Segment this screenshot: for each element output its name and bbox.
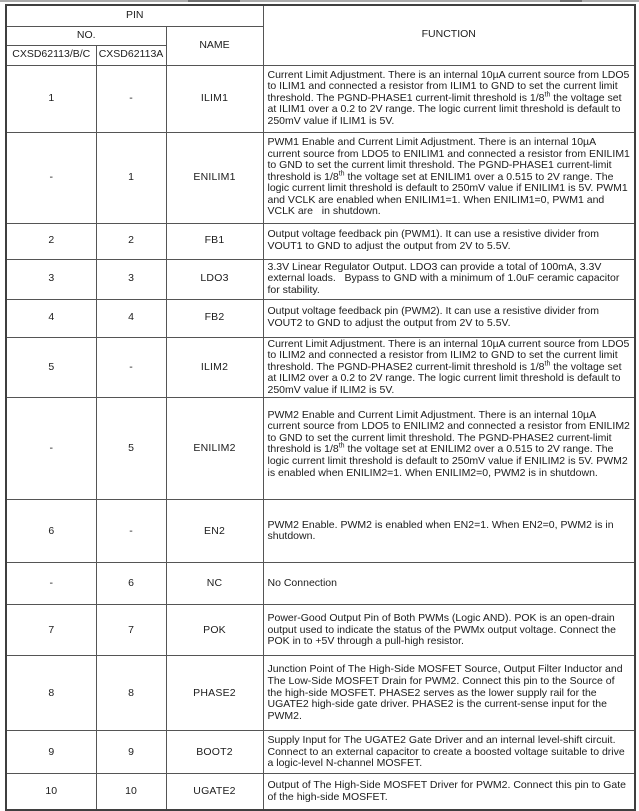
pin-number-cell-cxsd62113bc: - bbox=[6, 132, 96, 223]
pin-function-cell: Power-Good Output Pin of Both PWMs (Logic AND). POK is an open-drain output used to indicate the status of the PWMx output voltage. Connect the POK in to +5V through a pull-high resistor. bbox=[263, 605, 635, 656]
pin-function-cell: Output voltage feedback pin (PWM2). It can use a resistive divider from VOUT2 to GND to adjust the output from 2V to 5.5V. bbox=[263, 299, 635, 337]
pin-function-cell: Current Limit Adjustment. There is an internal 10µA current source from LDO5 to ILIM1 and connected a resistor from ILIM1 to GND to set the current limit threshold. The PGND-PHASE1 current-limit threshold is 1/8th the voltage set at ILIM1 over a 0.2 to 2V range. The logic current limit threshold is default to 250mV value if ILIM1 is 5V. bbox=[263, 65, 635, 132]
table-row bbox=[6, 605, 635, 656]
pin-function-cell: PWM1 Enable and Current Limit Adjustment. There is an internal 10µA current source from LDO5 to ENILIM1 and connected a resistor from ENILIM1 to GND to set the current limit threshold. The PGND-PHASE1 current-limit threshold is 1/8th the voltage set at ENILIM1 over a 0.515 to 2V range. The logic current limit threshold is default to 250mV value if ENILIM1 is 5V. PWM1 and VCLK are enabled when ENILIM1=1. When ENILIM1=0, PWM1 and VCLK are in shutdown. bbox=[263, 132, 635, 223]
pin-number-cell-cxsd62113bc: 3 bbox=[6, 259, 96, 299]
pin-number-cell-cxsd62113bc: 2 bbox=[6, 223, 96, 259]
pin-function-cell: Output of The High-Side MOSFET Driver for PWM2. Connect this pin to Gate of the high-side MOSFET. bbox=[263, 774, 635, 811]
pin-name-cell: ILIM1 bbox=[166, 65, 263, 132]
pin-name-cell: FB2 bbox=[166, 299, 263, 337]
header-cell-part-a: CXSD62113A bbox=[96, 45, 166, 65]
pin-function-cell: Supply Input for The UGATE2 Gate Driver and an internal level-shift circuit. Connect to an external capacitor to create a boosted voltage suitable to drive a logic-level N-channel MOSFET. bbox=[263, 731, 635, 774]
pin-function-cell: No Connection bbox=[263, 563, 635, 605]
pin-name-cell: ENILIM1 bbox=[166, 132, 263, 223]
pin-number-cell-cxsd62113a: 5 bbox=[96, 398, 166, 500]
table-row bbox=[6, 65, 635, 132]
pin-number-cell-cxsd62113a: 9 bbox=[96, 731, 166, 774]
superscript-text: th bbox=[544, 360, 551, 368]
table-row bbox=[6, 132, 635, 223]
superscript-text: th bbox=[338, 442, 345, 450]
pin-number-cell-cxsd62113a: 8 bbox=[96, 656, 166, 731]
pin-name-cell: POK bbox=[166, 605, 263, 656]
pin-function-cell: Junction Point of The High-Side MOSFET Source, Output Filter Inductor and The Low-Side MOSFET Drain for PWM2. Connect this pin to the Source of the high-side MOSFET. PHASE2 serves as the lower supply rail for the UGATE2 high-side gate driver. PHASE2 is the current-sense input for the PWM2. bbox=[263, 656, 635, 731]
pin-name-cell: ILIM2 bbox=[166, 337, 263, 398]
pin-name-cell: EN2 bbox=[166, 500, 263, 563]
header-row-pin bbox=[6, 5, 635, 26]
pin-number-cell-cxsd62113a: - bbox=[96, 337, 166, 398]
pin-number-cell-cxsd62113bc: 10 bbox=[6, 774, 96, 811]
header-cell-pin: PIN bbox=[6, 5, 263, 26]
pin-name-cell: NC bbox=[166, 563, 263, 605]
pin-number-cell-cxsd62113a: 3 bbox=[96, 259, 166, 299]
table-row bbox=[6, 398, 635, 500]
table-row bbox=[6, 259, 635, 299]
pin-number-cell-cxsd62113bc: 7 bbox=[6, 605, 96, 656]
table-row bbox=[6, 563, 635, 605]
table-row bbox=[6, 731, 635, 774]
pin-name-cell: LDO3 bbox=[166, 259, 263, 299]
table-header bbox=[6, 5, 635, 65]
table-row bbox=[6, 337, 635, 398]
superscript-text: th bbox=[338, 170, 345, 178]
pin-name-cell: UGATE2 bbox=[166, 774, 263, 811]
header-cell-no: NO. bbox=[6, 26, 166, 45]
pin-function-cell: Current Limit Adjustment. There is an internal 10µA current source from LDO5 to ILIM2 and connected a resistor from ILIM2 to GND to set the current limit threshold. The PGND-PHASE2 current-limit threshold is 1/8th the voltage set at ILIM2 over a 0.2 to 2V range. The logic current limit threshold is default to 250mV value if ILIM2 is 5V. bbox=[263, 337, 635, 398]
pin-number-cell-cxsd62113a: - bbox=[96, 65, 166, 132]
superscript-text: th bbox=[544, 91, 551, 99]
top-rule-dark-segment bbox=[560, 0, 582, 2]
pin-number-cell-cxsd62113bc: - bbox=[6, 563, 96, 605]
page-top-rule bbox=[0, 0, 639, 2]
pin-table-body bbox=[6, 65, 635, 810]
table-row bbox=[6, 223, 635, 259]
pin-number-cell-cxsd62113bc: 8 bbox=[6, 656, 96, 731]
pin-function-cell: 3.3V Linear Regulator Output. LDO3 can provide a total of 100mA, 3.3V external loads. Bypass to GND with a minimum of 1.0uF ceramic capacitor for stability. bbox=[263, 259, 635, 299]
pin-function-table bbox=[5, 4, 636, 811]
pin-name-cell: FB1 bbox=[166, 223, 263, 259]
pin-function-cell: Output voltage feedback pin (PWM1). It can use a resistive divider from VOUT1 to GND to adjust the output from 2V to 5.5V. bbox=[263, 223, 635, 259]
pin-number-cell-cxsd62113bc: 9 bbox=[6, 731, 96, 774]
pin-number-cell-cxsd62113bc: 4 bbox=[6, 299, 96, 337]
table-row bbox=[6, 500, 635, 563]
pin-name-cell: PHASE2 bbox=[166, 656, 263, 731]
pin-function-cell: PWM2 Enable and Current Limit Adjustment. There is an internal 10µA current source from LDO5 to ENILIM2 and connected a resistor from ENILIM2 to GND to set the current limit threshold. The PGND-PHASE2 current-limit threshold is 1/8th the voltage set at ENILIM2 over a 0.515 to 2V range. The logic current limit threshold is default to 250mV value if ENILIM2 is 5V. PWM2 is enabled when ENILIM2=1. When ENILIM2=0, PWM2 is in shutdown. bbox=[263, 398, 635, 500]
pin-name-cell: ENILIM2 bbox=[166, 398, 263, 500]
header-cell-name: NAME bbox=[166, 26, 263, 65]
pin-function-cell: PWM2 Enable. PWM2 is enabled when EN2=1. When EN2=0, PWM2 is in shutdown. bbox=[263, 500, 635, 563]
pin-number-cell-cxsd62113a: 7 bbox=[96, 605, 166, 656]
table-row bbox=[6, 299, 635, 337]
pin-number-cell-cxsd62113a: 4 bbox=[96, 299, 166, 337]
pin-number-cell-cxsd62113bc: 5 bbox=[6, 337, 96, 398]
table-row bbox=[6, 774, 635, 811]
header-cell-function: FUNCTION bbox=[263, 5, 635, 65]
header-cell-part-bc: CXSD62113/B/C bbox=[6, 45, 96, 65]
pin-number-cell-cxsd62113bc: 1 bbox=[6, 65, 96, 132]
pin-name-cell: BOOT2 bbox=[166, 731, 263, 774]
top-rule-dark-segment bbox=[188, 0, 240, 2]
pin-number-cell-cxsd62113a: 1 bbox=[96, 132, 166, 223]
pin-number-cell-cxsd62113bc: 6 bbox=[6, 500, 96, 563]
pin-number-cell-cxsd62113a: - bbox=[96, 500, 166, 563]
table-row bbox=[6, 656, 635, 731]
pin-number-cell-cxsd62113a: 6 bbox=[96, 563, 166, 605]
pin-number-cell-cxsd62113a: 10 bbox=[96, 774, 166, 811]
pin-number-cell-cxsd62113a: 2 bbox=[96, 223, 166, 259]
pin-number-cell-cxsd62113bc: - bbox=[6, 398, 96, 500]
